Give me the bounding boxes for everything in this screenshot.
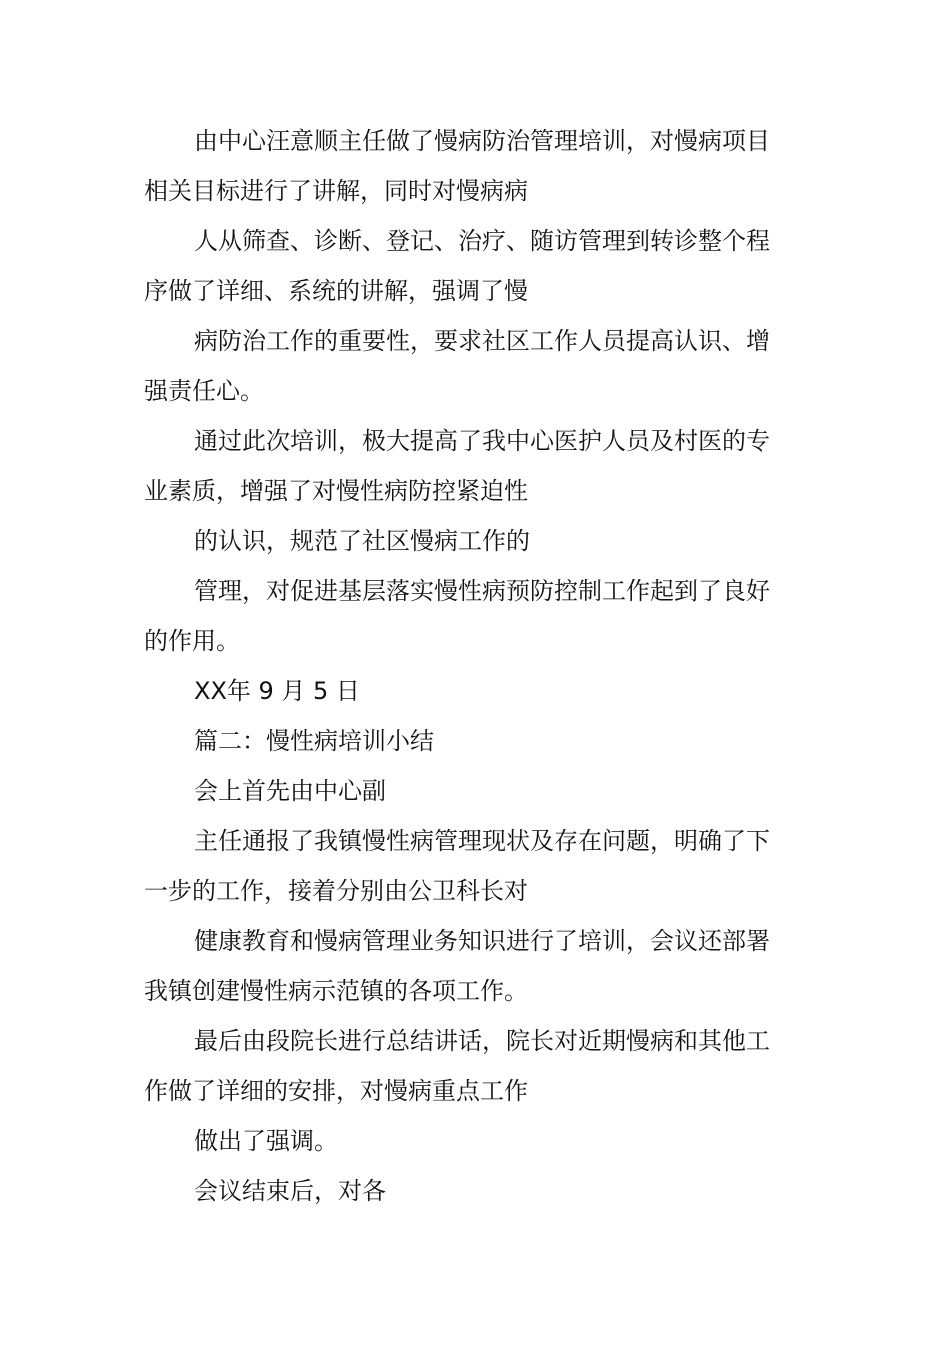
text-line: 的作用。	[144, 627, 240, 655]
text-line: 强责任心。	[144, 377, 264, 405]
text-line: 相关目标进行了讲解，同时对慢病病	[144, 177, 528, 205]
date-line: XX年 9 月 5 日	[194, 677, 360, 705]
document-body	[144, 116, 770, 1216]
text-line: 通过此次培训，极大提高了我中心医护人员及村医的专	[194, 427, 770, 455]
text-line: 病防治工作的重要性，要求社区工作人员提高认识、增	[194, 327, 770, 355]
text-line: 序做了详细、系统的讲解，强调了慢	[144, 277, 528, 305]
text-line: 主任通报了我镇慢性病管理现状及存在问题，明确了下	[194, 827, 770, 855]
text-line: 由中心汪意顺主任做了慢病防治管理培训，对慢病项目	[194, 127, 770, 155]
section-heading: 篇二：慢性病培训小结	[194, 727, 434, 755]
text-line: 我镇创建慢性病示范镇的各项工作。	[144, 977, 528, 1005]
text-line: 人从筛查、诊断、登记、治疗、随访管理到转诊整个程	[194, 227, 770, 255]
text-line: 健康教育和慢病管理业务知识进行了培训，会议还部署	[194, 927, 770, 955]
text-line: 的认识，规范了社区慢病工作的	[194, 527, 530, 555]
text-line: 做出了强调。	[194, 1127, 338, 1155]
text-line: 最后由段院长进行总结讲话，院长对近期慢病和其他工	[194, 1027, 770, 1055]
text-line: 作做了详细的安排，对慢病重点工作	[144, 1077, 528, 1105]
text-line: 会议结束后，对各	[194, 1177, 386, 1205]
text-line: 管理，对促进基层落实慢性病预防控制工作起到了良好	[194, 577, 770, 605]
text-line: 业素质，增强了对慢性病防控紧迫性	[144, 477, 528, 505]
text-line: 会上首先由中心副	[194, 777, 386, 805]
text-line: 一步的工作，接着分别由公卫科长对	[144, 877, 528, 905]
